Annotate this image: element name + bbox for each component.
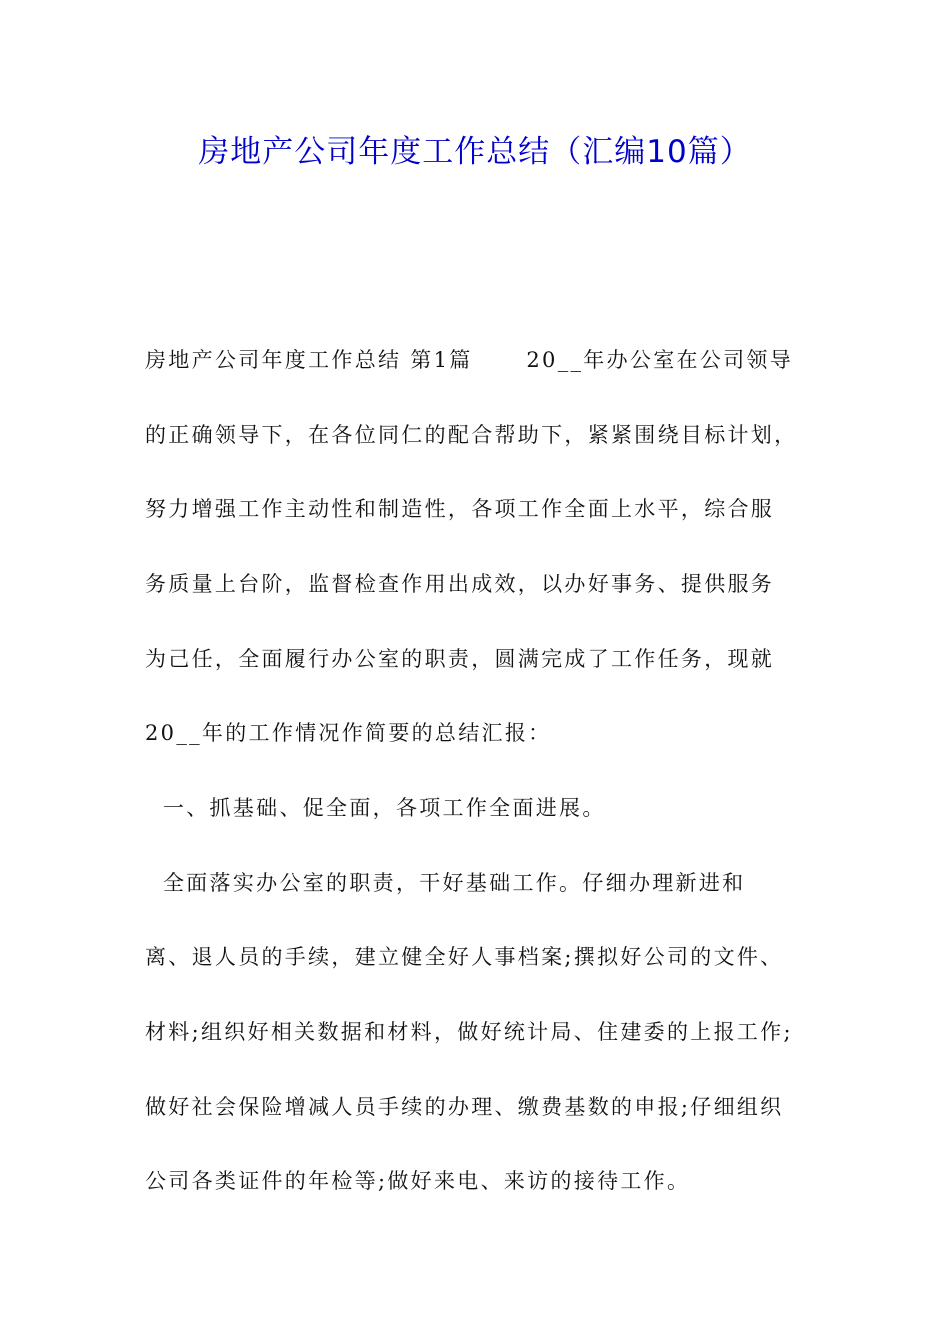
- body-line: 材料;组织好相关数据和材料，做好统计局、住建委的上报工作;: [145, 1020, 793, 1044]
- body-line: 全面落实办公室的职责，干好基础工作。仔细办理新进和: [145, 871, 746, 895]
- body-line: 房地产公司年度工作总结 第1篇 20__年办公室在公司领导: [145, 348, 794, 372]
- body-line: 公司各类证件的年检等;做好来电、来访的接待工作。: [145, 1169, 691, 1193]
- document-title: 房地产公司年度工作总结（汇编10篇）: [198, 134, 752, 170]
- body-line: 20__年的工作情况作简要的总结汇报：: [145, 721, 552, 745]
- body-line: 离、退人员的手续，建立健全好人事档案;撰拟好公司的文件、: [145, 945, 784, 969]
- body-line: 为己任，全面履行办公室的职责，圆满完成了工作任务，现就: [145, 647, 775, 671]
- section-heading: 一、抓基础、促全面，各项工作全面进展。: [145, 796, 606, 820]
- body-line: 做好社会保险增减人员手续的办理、缴费基数的申报;仔细组织: [145, 1095, 784, 1119]
- body-line: 努力增强工作主动性和制造性，各项工作全面上水平，综合服: [145, 497, 775, 521]
- body-line: 的正确领导下，在各位同仁的配合帮助下，紧紧围绕目标计划，: [145, 423, 798, 447]
- body-line: 务质量上台阶，监督检查作用出成效，以办好事务、提供服务: [145, 572, 775, 596]
